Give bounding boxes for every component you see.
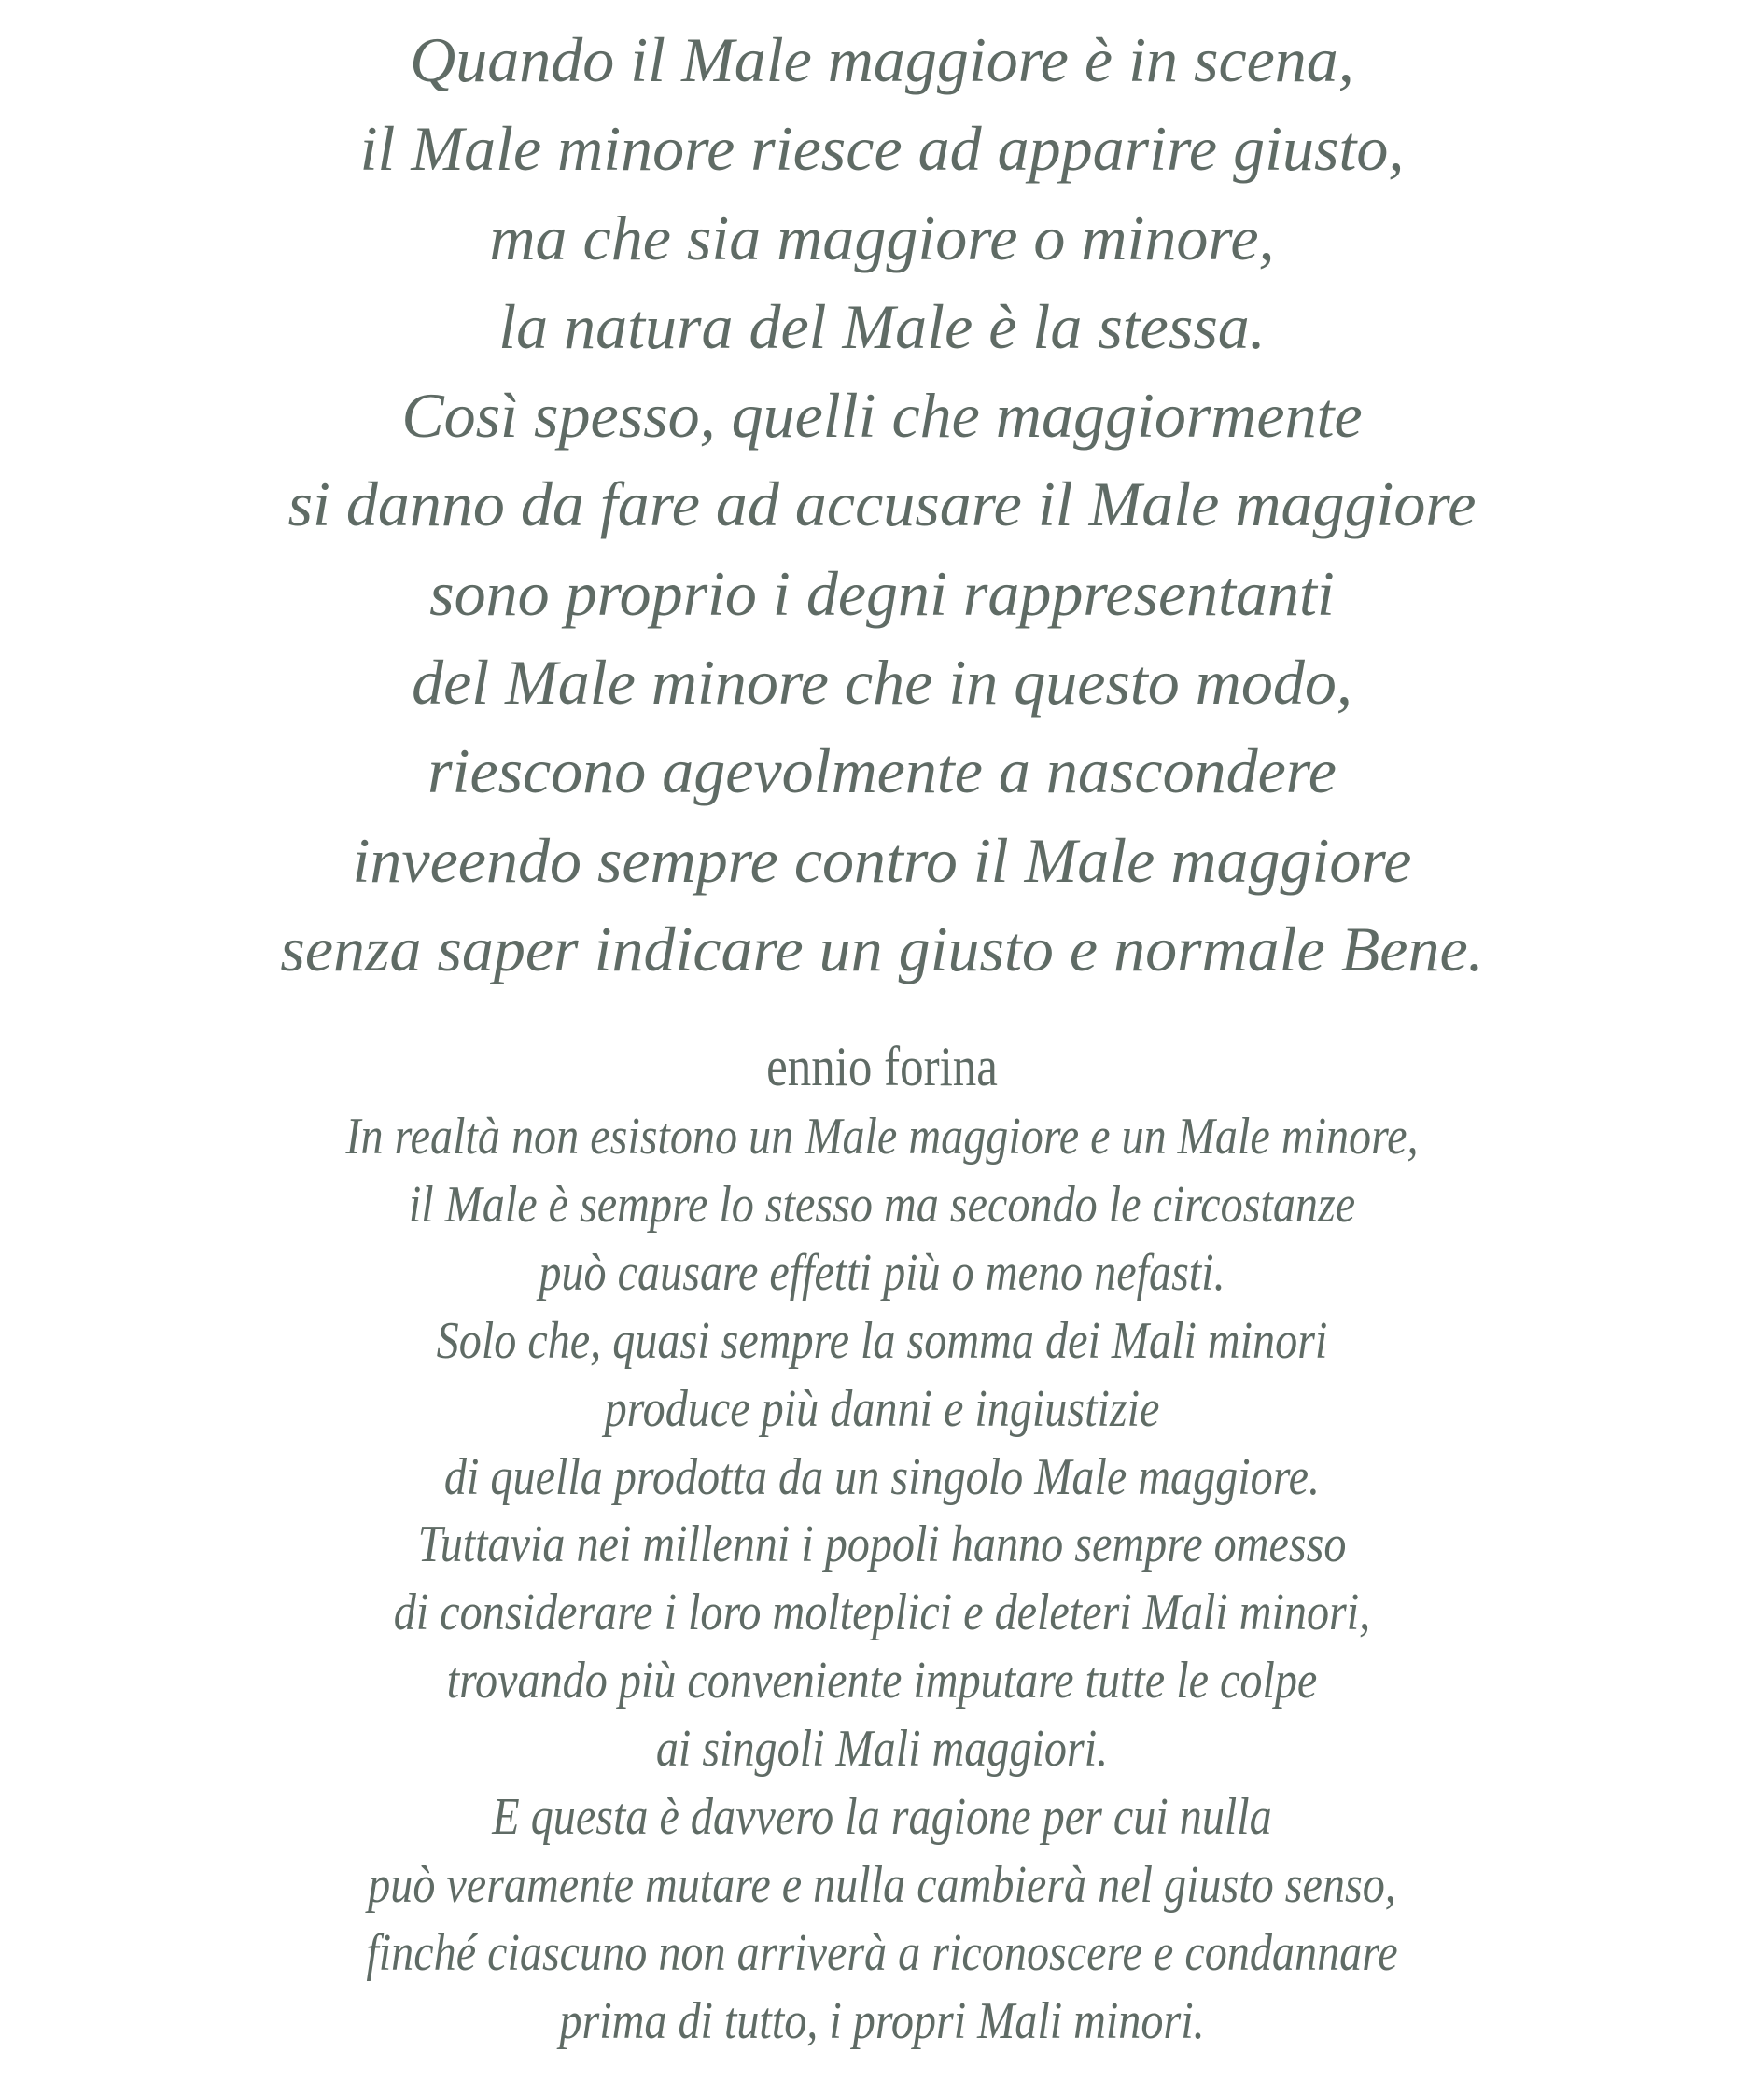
comment-line: può veramente mutare e nulla cambierà nel giusto senso,	[368, 1855, 1396, 1914]
poem-line: sono proprio i degni rappresentanti	[429, 557, 1335, 629]
poem-line: si danno da fare ad accusare il Male maggiore	[287, 468, 1477, 540]
comment-line: Tuttavia nei millenni i popoli hanno sempre omesso	[417, 1515, 1347, 1574]
comment-line: E questa è davvero la ragione per cui nulla	[492, 1788, 1272, 1847]
comment-line: trovando più conveniente imputare tutte le colpe	[446, 1652, 1318, 1710]
commentary	[123, 1103, 1640, 2056]
author-name: ennio forina	[766, 1036, 998, 1097]
poem-line: il Male minore riesce ad apparire giusto,	[359, 113, 1405, 185]
poem-line: Quando il Male maggiore è in scena,	[410, 24, 1354, 95]
comment-line: ai singoli Mali maggiori.	[655, 1720, 1109, 1779]
poem-line: ma che sia maggiore o minore,	[489, 202, 1275, 273]
poem	[0, 16, 1764, 994]
comment-line: può causare effetti più o meno nefasti.	[539, 1243, 1225, 1302]
poem-line: del Male minore che in questo modo,	[412, 647, 1352, 719]
comment-line: di considerare i loro molteplici e deleteri Mali minori,	[393, 1584, 1371, 1642]
poem-line: Così spesso, quelli che maggiormente	[401, 380, 1363, 452]
poem-line: la natura del Male è la stessa.	[498, 290, 1266, 362]
poem-line: senza saper indicare un giusto e normale Bene.	[280, 913, 1484, 984]
comment-line: Solo che, quasi sempre la somma dei Mali minori	[436, 1311, 1328, 1370]
comment-line: di quella prodotta da un singolo Male maggiore.	[443, 1447, 1321, 1506]
comment-line: il Male è sempre lo stesso ma secondo le circostanze	[408, 1175, 1356, 1234]
comment-line: produce più danni e ingiustizie	[604, 1379, 1160, 1438]
comment-line: In realtà non esistono un Male maggiore e un Male minore,	[345, 1108, 1419, 1166]
comment-line: prima di tutto, i propri Mali minori.	[559, 1991, 1205, 2050]
comment-line: finché ciascuno non arriverà a riconoscere e condannare	[366, 1923, 1398, 1982]
poem-line: inveendo sempre contro il Male maggiore	[352, 824, 1412, 896]
poem-line: riescono agevolmente a nascondere	[427, 735, 1337, 807]
